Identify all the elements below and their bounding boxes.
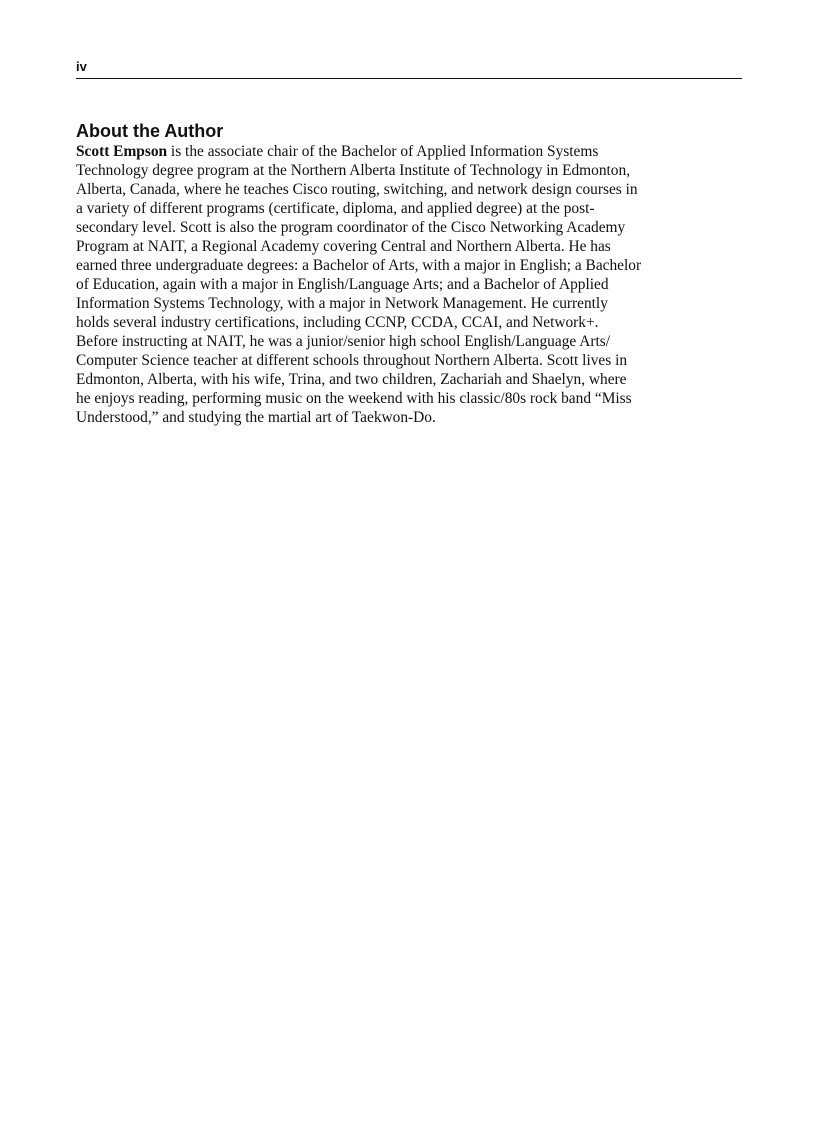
- bio-line: holds several industry certifications, including CCNP, CCDA, CCAI, and Network+.: [76, 314, 599, 331]
- page-number: iv: [76, 59, 87, 74]
- bio-line: Information Systems Technology, with a major in Network Management. He currently: [76, 295, 608, 312]
- author-bio: [76, 142, 746, 427]
- bio-line: Alberta, Canada, where he teaches Cisco routing, switching, and network design courses in: [76, 181, 638, 198]
- bio-line: Understood,” and studying the martial art of Taekwon-Do.: [76, 409, 436, 426]
- bio-line: he enjoys reading, performing music on the weekend with his classic/80s rock band “Miss: [76, 390, 632, 407]
- running-head: [76, 58, 742, 79]
- bio-line: Before instructing at NAIT, he was a junior/senior high school English/Language Arts/: [76, 333, 610, 350]
- bio-line: Computer Science teacher at different schools throughout Northern Alberta. Scott lives in: [76, 352, 628, 369]
- bio-line: earned three undergraduate degrees: a Bachelor of Arts, with a major in English; a Bachelor: [76, 257, 642, 274]
- author-name: Scott Empson: [76, 143, 168, 160]
- bio-line: [76, 142, 746, 161]
- section-heading: About the Author: [76, 121, 224, 141]
- bio-line: Program at NAIT, a Regional Academy covering Central and Northern Alberta. He has: [76, 238, 611, 255]
- about-the-author-section: [76, 120, 746, 427]
- bio-line: a variety of different programs (certificate, diploma, and applied degree) at the post-: [76, 200, 595, 217]
- bio-line: Edmonton, Alberta, with his wife, Trina, and two children, Zachariah and Shaelyn, where: [76, 371, 627, 388]
- bio-line: secondary level. Scott is also the program coordinator of the Cisco Networking Academy: [76, 219, 626, 236]
- bio-line: of Education, again with a major in English/Language Arts; and a Bachelor of Applied: [76, 276, 609, 293]
- bio-line: Technology degree program at the Northern Alberta Institute of Technology in Edmonton,: [76, 162, 631, 179]
- bio-line-text: is the associate chair of the Bachelor of Applied Information Systems: [167, 143, 599, 160]
